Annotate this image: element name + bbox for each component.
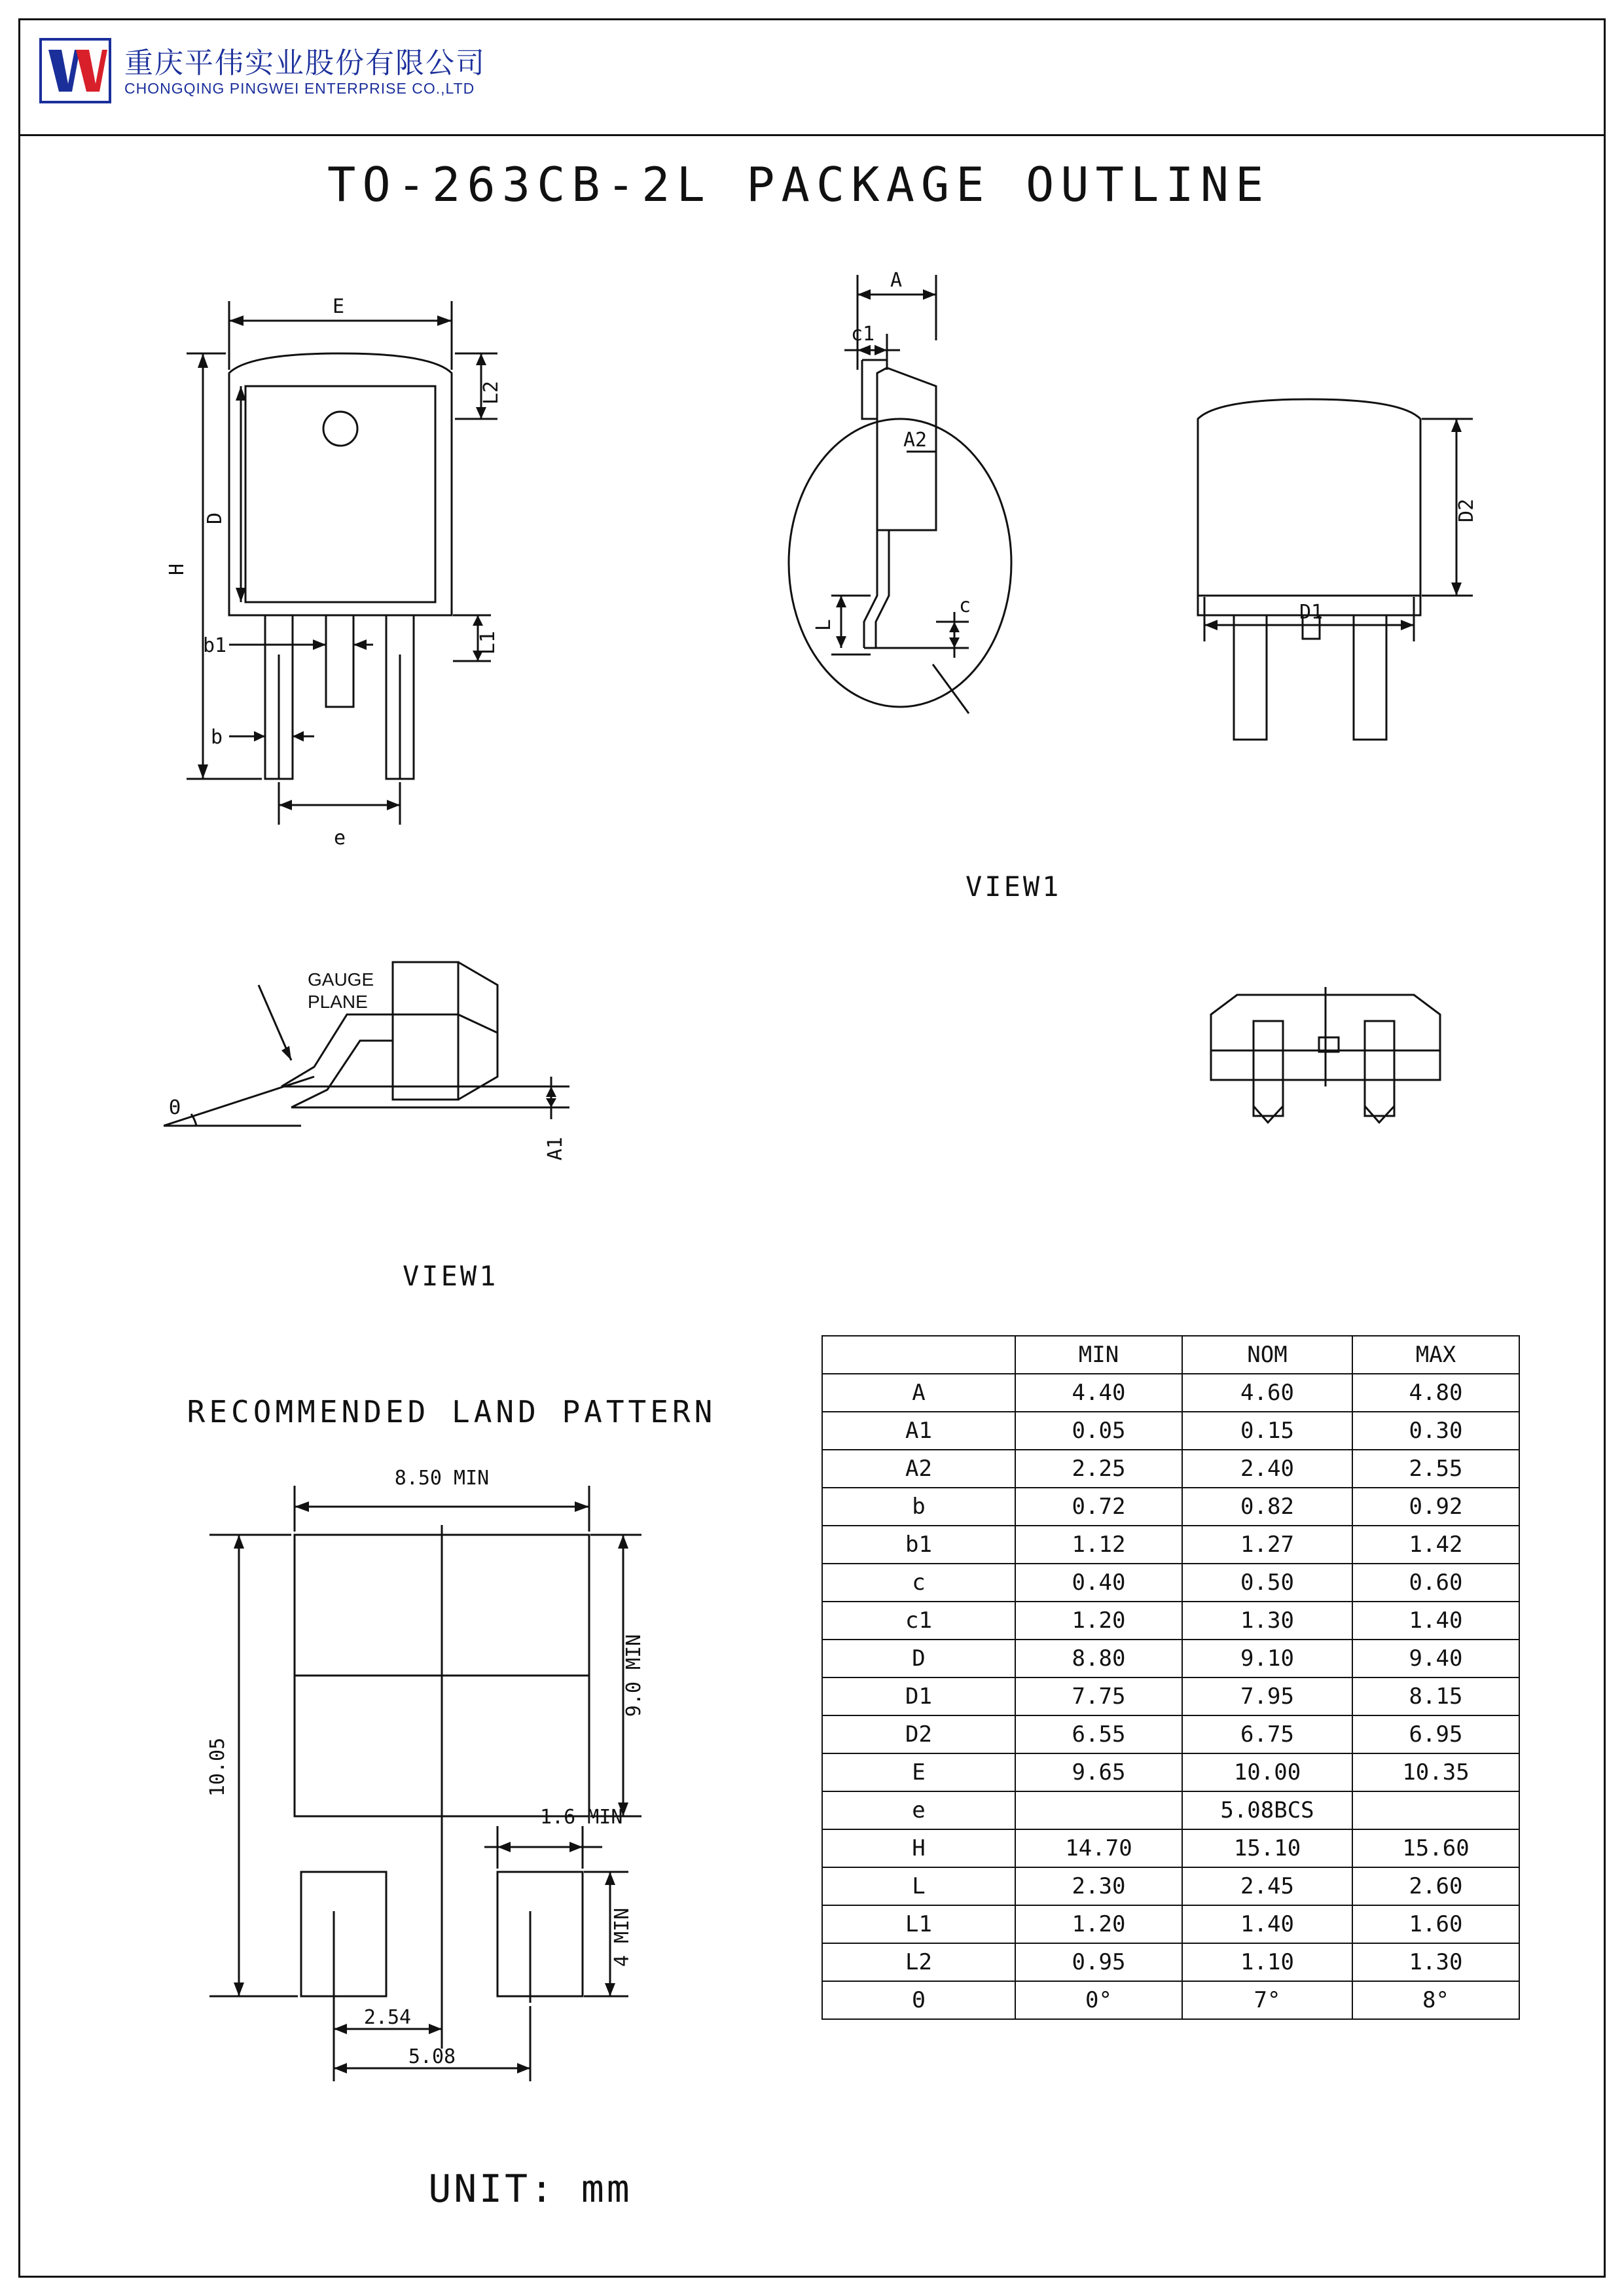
table-cell: 0.72 xyxy=(1015,1488,1182,1526)
table-cell: 0.50 xyxy=(1182,1564,1352,1602)
table-cell: 0.95 xyxy=(1015,1943,1182,1981)
table-cell: D xyxy=(822,1640,1015,1677)
label-A: A xyxy=(890,269,903,292)
company-name-cn: 重庆平伟实业股份有限公司 xyxy=(124,46,486,80)
unit-label: UNIT: mm xyxy=(428,2166,632,2211)
table-cell: 15.10 xyxy=(1182,1829,1352,1867)
table-cell: 1.42 xyxy=(1352,1526,1519,1564)
table-cell: 8° xyxy=(1352,1981,1519,2019)
table-row xyxy=(822,1602,1519,1640)
table-header-cell: MAX xyxy=(1352,1336,1519,1374)
table-cell: H xyxy=(822,1829,1015,1867)
label-L2: L2 xyxy=(480,380,503,405)
table-cell: 15.60 xyxy=(1352,1829,1519,1867)
label-e: e xyxy=(334,827,346,850)
table-row xyxy=(822,1829,1519,1867)
table-cell: 2.60 xyxy=(1352,1867,1519,1905)
table-row xyxy=(822,1374,1519,1412)
table-row xyxy=(822,1943,1519,1981)
front-view-drawing xyxy=(151,262,609,884)
table-cell: 5.08BCS xyxy=(1182,1791,1352,1829)
table-cell: 2.45 xyxy=(1182,1867,1352,1905)
table-cell: b1 xyxy=(822,1526,1015,1564)
dimension-table xyxy=(821,1335,1520,2020)
table-header-cell: MIN xyxy=(1015,1336,1182,1374)
table-cell: c1 xyxy=(822,1602,1015,1640)
label-b1: b1 xyxy=(203,634,227,657)
company-name-en: CHONGQING PINGWEI ENTERPRISE CO.,LTD xyxy=(124,80,475,97)
label-D1: D1 xyxy=(1299,601,1324,624)
table-cell: 1.12 xyxy=(1015,1526,1182,1564)
back-view-drawing xyxy=(1165,353,1532,812)
table-cell: 1.27 xyxy=(1182,1526,1352,1564)
table-cell: 6.95 xyxy=(1352,1715,1519,1753)
land-pattern-title: RECOMMENDED LAND PATTERN xyxy=(187,1394,717,1429)
table-cell: 1.60 xyxy=(1352,1905,1519,1943)
table-cell: 1.40 xyxy=(1352,1602,1519,1640)
label-A2: A2 xyxy=(903,429,928,452)
view1-section-label: VIEW1 xyxy=(403,1260,499,1292)
table-row xyxy=(822,1753,1519,1791)
label-D: D xyxy=(204,512,226,525)
table-cell: 2.40 xyxy=(1182,1450,1352,1488)
table-cell: 10.35 xyxy=(1352,1753,1519,1791)
label-A1: A1 xyxy=(544,1136,567,1161)
table-cell: 0.60 xyxy=(1352,1564,1519,1602)
table-cell: 1.20 xyxy=(1015,1602,1182,1640)
table-row xyxy=(822,1715,1519,1753)
table-cell: D1 xyxy=(822,1677,1015,1715)
table-cell: 6.55 xyxy=(1015,1715,1182,1753)
table-row xyxy=(822,1640,1519,1677)
table-cell: L1 xyxy=(822,1905,1015,1943)
land-pattern-drawing xyxy=(170,1460,825,2088)
table-cell: 4.60 xyxy=(1182,1374,1352,1412)
label-L1: L1 xyxy=(477,630,499,655)
table-row xyxy=(822,1677,1519,1715)
side-view-drawing xyxy=(772,255,1191,903)
dim-height: 9.0 MIN xyxy=(623,1634,645,1717)
table-row xyxy=(822,1564,1519,1602)
table-cell: 7° xyxy=(1182,1981,1352,2019)
table-row xyxy=(822,1905,1519,1943)
table-header-row xyxy=(822,1336,1519,1374)
table-cell: 10.00 xyxy=(1182,1753,1352,1791)
table-cell: 0° xyxy=(1015,1981,1182,2019)
table-row xyxy=(822,1981,1519,2019)
table-cell: c xyxy=(822,1564,1015,1602)
table-cell: 1.20 xyxy=(1015,1905,1182,1943)
label-b: b xyxy=(211,726,223,749)
label-theta: Θ xyxy=(169,1096,181,1119)
dim-pad-width: 1.6 MIN xyxy=(540,1806,623,1829)
table-cell: 4.40 xyxy=(1015,1374,1182,1412)
table-row xyxy=(822,1412,1519,1450)
table-cell: 0.05 xyxy=(1015,1412,1182,1450)
table-cell: A2 xyxy=(822,1450,1015,1488)
table-cell: 2.55 xyxy=(1352,1450,1519,1488)
dim-width: 8.50 MIN xyxy=(394,1467,490,1490)
table-cell: L2 xyxy=(822,1943,1015,1981)
table-cell: 14.70 xyxy=(1015,1829,1182,1867)
pingwei-logo-icon xyxy=(39,38,111,103)
bottom-section-drawing xyxy=(1198,982,1492,1178)
table-cell: A1 xyxy=(822,1412,1015,1450)
dim-overall: 10.05 xyxy=(206,1737,229,1797)
table-cell: 9.40 xyxy=(1352,1640,1519,1677)
table-cell: 0.30 xyxy=(1352,1412,1519,1450)
gauge-plane-drawing xyxy=(151,936,740,1230)
table-cell: 9.65 xyxy=(1015,1753,1182,1791)
table-cell xyxy=(1352,1791,1519,1829)
table-cell: 1.10 xyxy=(1182,1943,1352,1981)
table-header-cell: NOM xyxy=(1182,1336,1352,1374)
table-cell: D2 xyxy=(822,1715,1015,1753)
view1-detail-label: VIEW1 xyxy=(965,870,1062,903)
table-cell: L xyxy=(822,1867,1015,1905)
table-cell: 0.92 xyxy=(1352,1488,1519,1526)
label-c: c xyxy=(959,594,971,617)
label-D2: D2 xyxy=(1455,498,1478,523)
table-cell: 4.80 xyxy=(1352,1374,1519,1412)
table-cell: 8.15 xyxy=(1352,1677,1519,1715)
table-cell: 7.75 xyxy=(1015,1677,1182,1715)
table-cell: Θ xyxy=(822,1981,1015,2019)
table-row xyxy=(822,1488,1519,1526)
header-divider xyxy=(18,134,1606,136)
table-cell: 0.15 xyxy=(1182,1412,1352,1450)
document-header xyxy=(39,33,628,118)
table-row xyxy=(822,1867,1519,1905)
table-cell: 1.40 xyxy=(1182,1905,1352,1943)
table-header-cell xyxy=(822,1336,1015,1374)
table-cell: e xyxy=(822,1791,1015,1829)
table-cell: b xyxy=(822,1488,1015,1526)
table-cell: 0.40 xyxy=(1015,1564,1182,1602)
table-cell: 0.82 xyxy=(1182,1488,1352,1526)
table-cell: 2.30 xyxy=(1015,1867,1182,1905)
table-cell: E xyxy=(822,1753,1015,1791)
table-cell: 8.80 xyxy=(1015,1640,1182,1677)
table-cell: 2.25 xyxy=(1015,1450,1182,1488)
label-c1: c1 xyxy=(851,323,875,346)
table-row xyxy=(822,1450,1519,1488)
table-row xyxy=(822,1791,1519,1829)
page-title: TO-263CB-2L PACKAGE OUTLINE xyxy=(327,157,1271,212)
table-cell: 1.30 xyxy=(1352,1943,1519,1981)
dim-pad-height: 4 MIN xyxy=(611,1907,634,1967)
label-L: L xyxy=(812,619,835,632)
table-cell: A xyxy=(822,1374,1015,1412)
table-cell: 9.10 xyxy=(1182,1640,1352,1677)
dim-pitch-small: 2.54 xyxy=(363,2006,412,2029)
table-cell xyxy=(1015,1791,1182,1829)
gauge-plane-label: GAUGE PLANE xyxy=(308,969,374,1012)
table-cell: 6.75 xyxy=(1182,1715,1352,1753)
table-row xyxy=(822,1526,1519,1564)
label-E: E xyxy=(333,295,345,318)
table-cell: 7.95 xyxy=(1182,1677,1352,1715)
label-H: H xyxy=(166,563,189,576)
dim-pitch-large: 5.08 xyxy=(408,2045,456,2068)
table-cell: 1.30 xyxy=(1182,1602,1352,1640)
